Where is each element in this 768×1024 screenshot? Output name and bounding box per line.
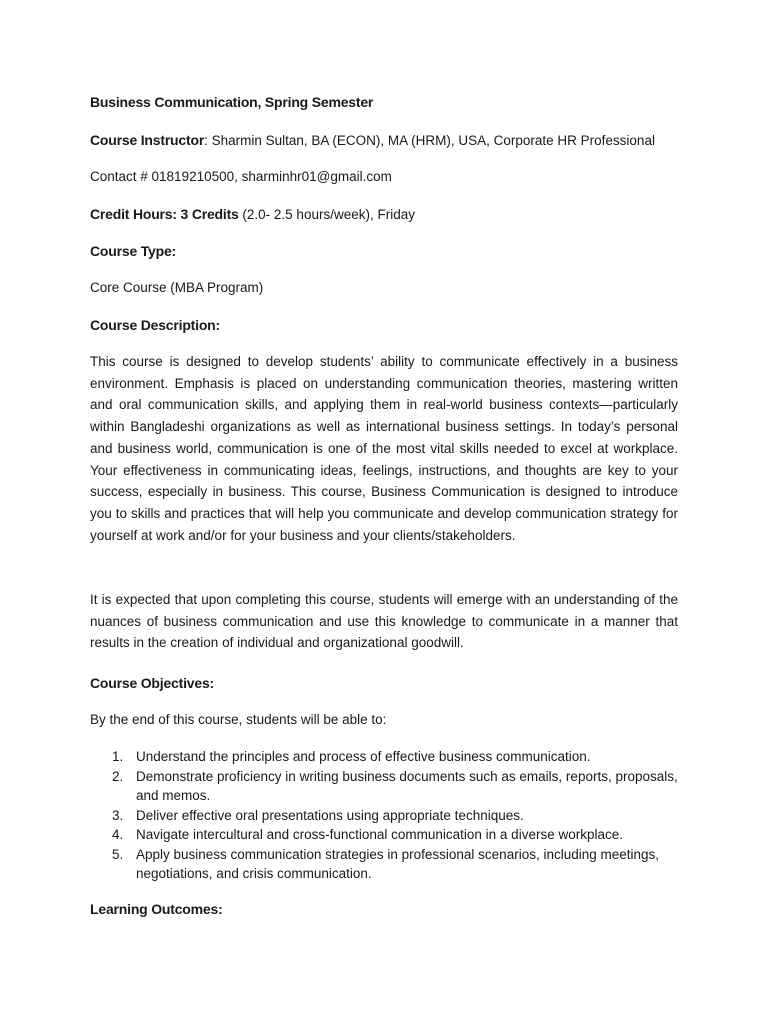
credit-hours-label: Credit Hours: 3 Credits	[90, 206, 239, 222]
course-type-value: Core Course (MBA Program)	[90, 280, 264, 295]
instructor-line	[90, 131, 655, 150]
course-objectives-intro: By the end of this course, students will be able to:	[90, 712, 387, 727]
list-item	[90, 747, 678, 767]
list-item	[90, 845, 678, 884]
list-item-text: Demonstrate proficiency in writing business documents such as emails, reports, proposals, and memos.	[136, 768, 678, 803]
course-description-paragraph: This course is designed to develop students’ ability to communicate effectively in a business environment. Emphasis is placed on understanding communication theories, mastering written and oral communication skills, and applying them in real-world business contexts—particularly within Bangladeshi organizations as well as international business settings. In today’s personal and business world, communication is one of the most vital skills needed to excel at workplace. Your effectiveness in communicating ideas, feelings, instructions, and thoughts are key to your success, especially in business. This course, Business Communication is designed to introduce you to skills and practices that will help you communicate and develop communication strategy for yourself at work and/or for your business and your clients/stakeholders.	[90, 354, 678, 543]
course-objectives-heading: Course Objectives:	[90, 675, 214, 691]
list-item	[90, 806, 678, 826]
course-objectives-list	[90, 747, 678, 884]
list-item-text: Apply business communication strategies in professional scenarios, including meetings, negotiations, and crisis communication.	[136, 846, 660, 881]
list-item-number: 2.	[112, 768, 124, 784]
document-title: Business Communication, Spring Semester	[90, 94, 374, 110]
credit-hours-value: (2.0- 2.5 hours/week), Friday	[238, 207, 415, 222]
learning-outcomes-heading: Learning Outcomes:	[90, 901, 223, 917]
instructor-label: Course Instructor	[90, 132, 205, 148]
course-description-heading: Course Description:	[90, 317, 220, 333]
contact-line: Contact # 01819210500, sharminhr01@gmail.com	[90, 169, 392, 184]
list-item-number: 5.	[112, 846, 124, 862]
list-item-text: Deliver effective oral presentations using appropriate techniques.	[136, 807, 524, 823]
list-item-number: 3.	[112, 807, 124, 823]
list-item	[90, 825, 678, 845]
list-item-number: 1.	[112, 749, 124, 764]
list-item-number: 4.	[112, 827, 124, 842]
instructor-value: : Sharmin Sultan, BA (ECON), MA (HRM), USA, Corporate HR Professional	[204, 133, 655, 148]
course-type-heading: Course Type:	[90, 243, 177, 259]
list-item-text: Navigate intercultural and cross-functional communication in a diverse workplace.	[136, 827, 623, 842]
list-item-text: Understand the principles and process of effective business communication.	[136, 749, 591, 764]
credit-hours-line	[90, 205, 415, 224]
course-expectation-paragraph: It is expected that upon completing this course, students will emerge with an understanding of the nuances of business communication and use this knowledge to communicate in a manner that results in the creation of individual and organizational goodwill.	[90, 592, 678, 651]
list-item	[90, 767, 678, 806]
